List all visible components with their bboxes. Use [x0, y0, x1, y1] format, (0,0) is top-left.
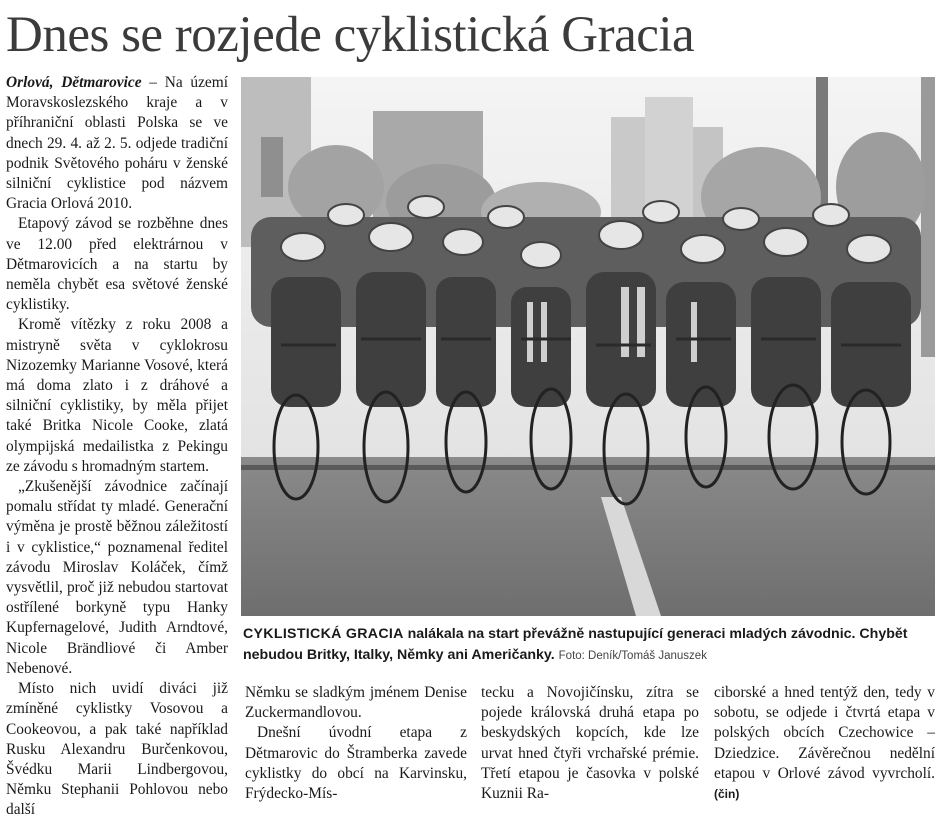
paragraph: „Zkušenější závodnice začínají pomalu střídat ty mladé. Generační výměna je prostě běžnou záležitostí i v cyklistice,“ poznamenal ředitel závodu Miroslav Koláček, čímž vysvětlil, proč již nebudou startovat ostřílené borkyně typu Hanky Kupfernagelové, Judith Arndtové, Nicole Brändliové či Amber Nebenové.: [6, 478, 228, 677]
caption-lead: CYKLISTICKÁ GRACIA: [243, 626, 404, 642]
paragraph: Místo nich uvidí diváci již zmíněné cyklistky Vosovou a Cookeovou, a pak také například Rusku Alexandru Burčenkovou, Švédku Marii Lindbergovou, Němku Stephanii Pohlovou nebo další: [6, 680, 228, 819]
paragraph-intro: [6, 73, 228, 214]
headline: Dnes se rozjede cyklistická Gracia: [6, 7, 695, 63]
caption-text: nalákala na start převážně nastupující generaci mladých závodnic. Chybět nebudou Britky, Italky, Němky ani Američanky.: [243, 626, 908, 663]
photo-caption: [243, 624, 935, 674]
byline: Orlová, Dětmarovice: [6, 74, 142, 91]
paragraph: tecku a Novojičínsku, zítra se pojede královská druhá etapa po beskydských kopcích, kde lze urvat hned čtyři vrchařské prémie. Třetí etapou je časovka v polské Kuznii Ra-: [481, 684, 699, 803]
paragraph: Němku se sladkým jménem Denise Zuckermandlovou.: [245, 684, 467, 722]
article-column-bottom-3: [714, 683, 935, 802]
paragraph: [714, 683, 935, 804]
article-column-bottom-2: [481, 683, 699, 803]
article-column-left: [6, 73, 228, 819]
article-column-bottom-1: [245, 683, 467, 803]
paragraph-text: ciborské a hned tentýž den, tedy v sobotu, se odjede i čtvrtá etapa v polských obcích Czechowice – Dziedzice. Závěrečnou nedělní etapou v Orlové závod vyvrcholí.: [714, 684, 935, 782]
paragraph: Dnešní úvodní etapa z Dětmarovic do Štramberka zavede cyklistky do obcí na Karvinsku, Frýdecko-Mís-: [245, 724, 467, 803]
intro-text: – Na území Moravskoslezského kraje a v příhraniční oblasti Polska se ve dnech 29. 4. až 2. 5. odjede tradiční podnik Světového poháru v ženské silniční cyklistice pod názvem Gracia Orlová 2010.: [6, 74, 228, 213]
cyclists-peloton-photo: [241, 77, 935, 616]
photo-credit: Foto: Deník/Tomáš Januszek: [558, 650, 707, 662]
author-tag: (čin): [714, 787, 740, 802]
paragraph: Kromě vítězky z roku 2008 a mistryně světa v cyklokrosu Nizozemky Marianne Vosové, která má doma zlato i z dráhové a silniční cyklistiky, by měla přijet také Britka Nicole Cooke, zlatá olympijská medailistka z Pekingu ze závodu s hromadným startem.: [6, 316, 228, 475]
photo-illustration: [241, 77, 935, 616]
paragraph: Etapový závod se rozběhne dnes ve 12.00 před elektrárnou v Dětmarovicích a na startu by neměla chybět esa světové ženské cyklistiky.: [6, 215, 228, 314]
